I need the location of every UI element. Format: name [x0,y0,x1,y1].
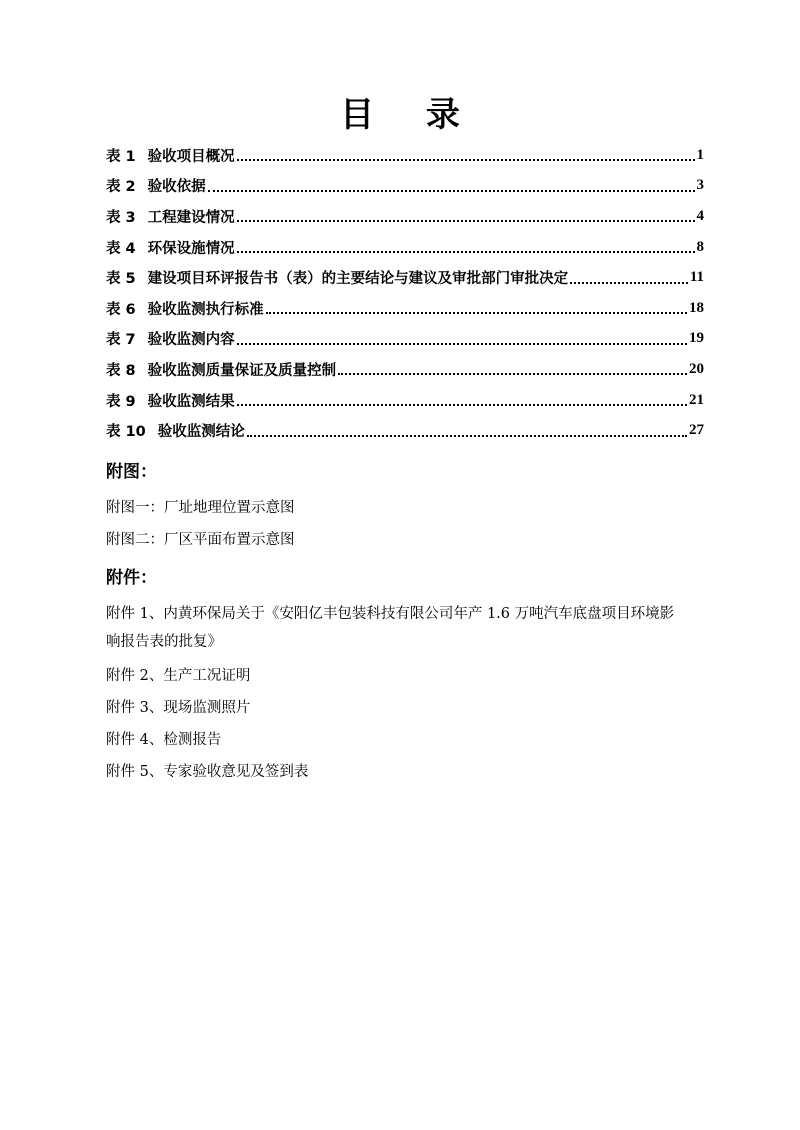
figures-heading: 附图： [106,462,157,482]
toc-entry-number: 表 4 [106,240,136,257]
attachments-heading: 附件： [106,568,157,588]
toc-entry-label: 验收监测结论 [157,424,245,441]
toc-dot-leader [247,435,687,437]
toc-entry-page: 18 [689,299,704,316]
table-of-contents [106,140,704,446]
attachment-item[interactable]: 附件 4、检测报告 [106,732,222,748]
toc-entry-number: 表 9 [106,393,136,410]
toc-entry-number: 表 1 [106,148,136,165]
toc-entry-number: 表 3 [106,209,136,226]
toc-entry-label: 验收监测质量保证及质量控制 [147,362,337,379]
toc-entry[interactable] [106,140,704,171]
toc-entry-page: 21 [689,391,704,408]
toc-entry[interactable] [106,354,704,385]
toc-dot-leader [338,373,687,375]
figure-item[interactable]: 附图一：厂址地理位置示意图 [106,500,295,516]
toc-dot-leader [208,190,695,192]
toc-entry[interactable] [106,385,704,416]
toc-dot-leader [237,251,695,253]
toc-dot-leader [237,404,687,406]
attachment-item[interactable]: 附件 1、内黄环保局关于《安阳亿丰包装科技有限公司年产 1.6 万吨汽车底盘项目环境影 [106,606,675,622]
toc-entry-page: 27 [689,422,704,439]
toc-dot-leader [266,312,687,314]
toc-entry-label: 建设项目环评报告书（表）的主要结论与建议及审批部门审批决定 [147,271,569,288]
toc-entry[interactable] [106,324,704,355]
toc-entry-page: 1 [696,146,704,163]
toc-entry-label: 验收监测执行标准 [147,301,264,318]
figure-item[interactable]: 附图二：厂区平面布置示意图 [106,532,295,548]
toc-entry-number: 表 10 [106,424,146,441]
attachment-item[interactable]: 附件 3、现场监测照片 [106,700,251,716]
toc-entry-number: 表 6 [106,301,136,318]
toc-entry[interactable] [106,415,704,446]
attachment-item-continuation[interactable]: 响报告表的批复》 [106,634,222,650]
toc-entry-number: 表 5 [106,271,136,288]
toc-entry-page: 8 [696,238,704,255]
toc-entry[interactable] [106,232,704,263]
toc-entry-label: 验收依据 [147,179,206,196]
toc-entry-page: 19 [689,330,704,347]
toc-entry-label: 验收项目概况 [147,148,235,165]
toc-entry-number: 表 8 [106,362,136,379]
page-title: 目 录 [340,95,480,135]
toc-entry-number: 表 2 [106,179,136,196]
attachment-item[interactable]: 附件 2、生产工况证明 [106,668,251,684]
toc-entry-label: 环保设施情况 [147,240,235,257]
toc-dot-leader [237,159,695,161]
toc-entry-label: 工程建设情况 [147,209,235,226]
toc-entry-number: 表 7 [106,332,136,349]
toc-entry-page: 11 [689,269,704,286]
toc-entry[interactable] [106,262,704,293]
toc-entry-page: 3 [696,177,704,194]
toc-dot-leader [237,343,687,345]
toc-entry[interactable] [106,171,704,202]
toc-dot-leader [237,220,695,222]
toc-entry[interactable] [106,293,704,324]
toc-dot-leader [570,282,688,284]
toc-entry-page: 20 [689,360,704,377]
toc-entry-page: 4 [696,207,704,224]
toc-entry[interactable] [106,201,704,232]
toc-entry-label: 验收监测结果 [147,393,235,410]
toc-entry-label: 验收监测内容 [147,332,235,349]
attachment-item[interactable]: 附件 5、专家验收意见及签到表 [106,764,309,780]
